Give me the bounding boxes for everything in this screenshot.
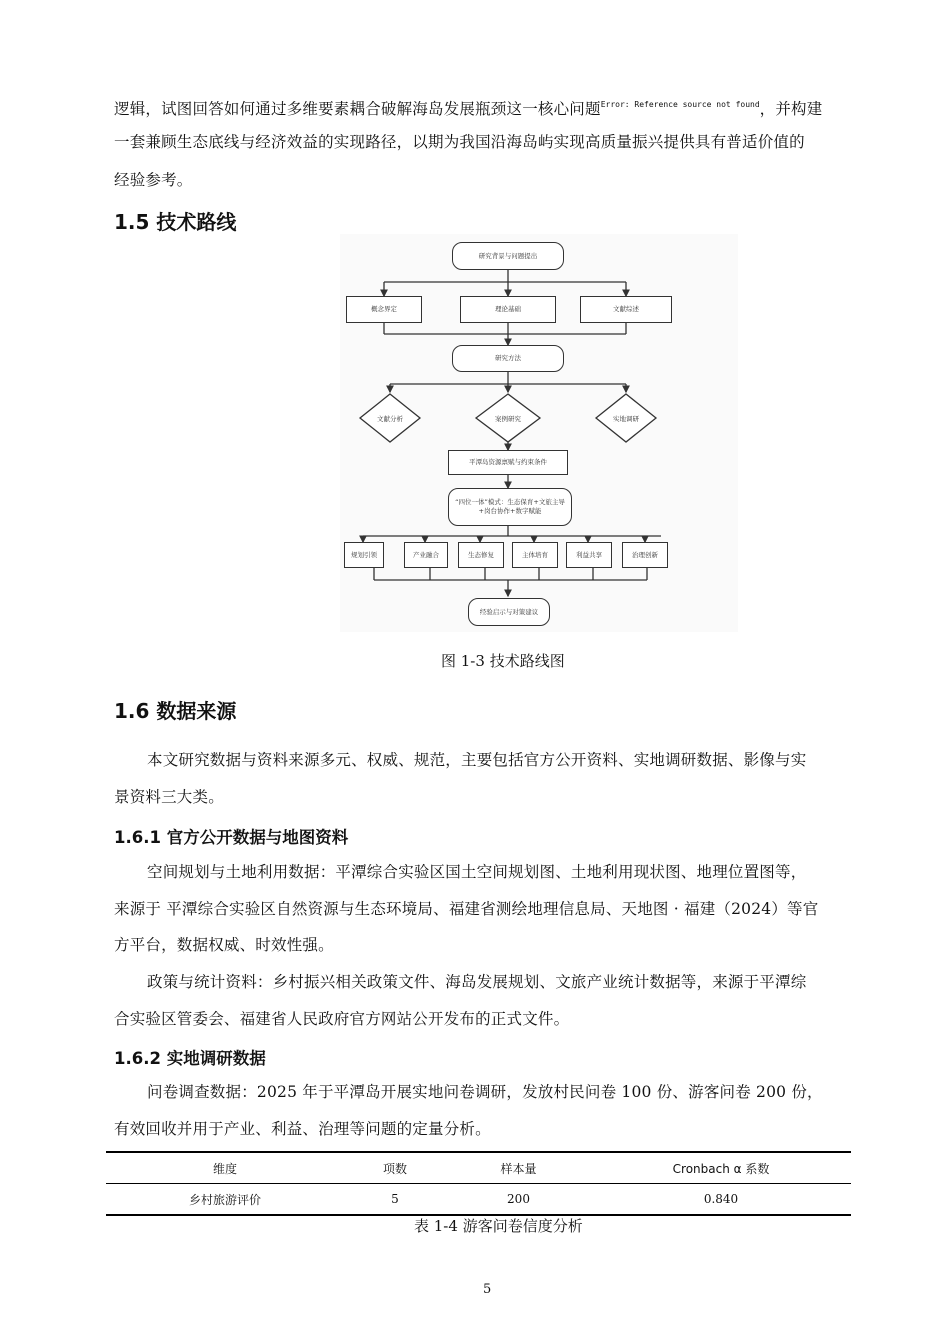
intro-line-1-end: ，并构建 — [759, 100, 823, 118]
section-heading-1-5: 1.5 技术路线 — [114, 210, 237, 234]
section-heading-1-6-2: 1.6.2 实地调研数据 — [114, 1049, 266, 1068]
flow-diamond-case-study: 案例研究 — [495, 415, 521, 423]
flow-diamond-field-survey: 实地调研 — [613, 415, 639, 423]
flow-node-background: 研究背景与问题提出 — [452, 242, 564, 270]
table-cell-cronbach: 0.840 — [703, 1192, 739, 1206]
reference-error: Error: Reference source not found — [600, 100, 760, 109]
section-heading-1-6-1: 1.6.1 官方公开数据与地图资料 — [114, 828, 349, 847]
section-1-6-2-para-line-2: 有效回收并用于产业、利益、治理等问题的定量分析。 — [114, 1120, 491, 1138]
table-header-row — [106, 1152, 851, 1184]
table-cell-items: 5 — [391, 1192, 399, 1206]
table-header-sample: 样本量 — [500, 1161, 537, 1176]
flow-node-conclusion: 经验启示与对策建议 — [468, 598, 550, 626]
intro-line-1-text: 逻辑，试图回答如何通过多维要素耦合破解海岛发展瓶颈这一核心问题 — [114, 100, 601, 118]
flow-node-model: “四位一体”模式：生态保育+文旅主导+岗台协作+数字赋能 — [448, 488, 572, 526]
reliability-table — [106, 1151, 851, 1216]
section-heading-1-6: 1.6 数据来源 — [114, 699, 237, 723]
section-1-6-2-para-line-1: 问卷调查数据：2025 年于平潭岛开展实地问卷调研，发放村民问卷 100 份、游客问卷 200 份， — [147, 1083, 823, 1101]
section-1-6-1-para1-line-3: 方平台，数据权威、时效性强。 — [114, 936, 334, 954]
table-header-items: 项数 — [382, 1161, 407, 1176]
table-cell-sample: 200 — [507, 1192, 530, 1206]
flow-node-method: 研究方法 — [452, 345, 564, 372]
section-1-6-1-para1-line-2: 来源于 平潭综合实验区自然资源与生态环境局、福建省测绘地理信息局、天地图 · 福建（2024）等官 — [114, 900, 819, 918]
table-header-cronbach: Cronbach α 系数 — [672, 1161, 770, 1176]
technical-route-flowchart — [340, 234, 738, 632]
figure-caption: 图 1-3 技术路线图 — [441, 652, 565, 670]
intro-line-2: 一套兼顾生态底线与经济效益的实现路径，以期为我国沿海岛屿实现高质量振兴提供具有普适价值的 — [114, 133, 805, 151]
flow-node-ecology: 生态修复 — [458, 542, 504, 568]
page-number: 5 — [483, 1282, 492, 1297]
flow-node-resource: 平潭岛资源禀赋与约束条件 — [448, 450, 568, 475]
flow-node-planning: 规划引领 — [344, 542, 384, 568]
section-1-6-1-para1-line-1: 空间规划与土地利用数据：平潭综合实验区国土空间规划图、土地利用现状图、地理位置图等， — [147, 863, 807, 881]
table-caption: 表 1-4 游客问卷信度分析 — [414, 1217, 583, 1235]
section-1-6-1-para2-line-1: 政策与统计资料：乡村振兴相关政策文件、海岛发展规划、文旅产业统计数据等，来源于平潭综 — [147, 973, 807, 991]
table-cell-dimension: 乡村旅游评价 — [188, 1192, 261, 1207]
flow-node-literature: 文献综述 — [580, 296, 672, 323]
flow-node-governance: 治理创新 — [622, 542, 668, 568]
flow-node-subject: 主体培育 — [512, 542, 558, 568]
flow-node-industry: 产业融合 — [404, 542, 448, 568]
intro-line-3: 经验参考。 — [114, 171, 193, 189]
flow-diamond-literature-analysis: 文献分析 — [377, 415, 403, 423]
flow-node-theory: 理论基础 — [460, 296, 556, 323]
section-1-6-para-line-2: 景资料三大类。 — [114, 788, 224, 806]
section-1-6-para-line-1: 本文研究数据与资料来源多元、权威、规范，主要包括官方公开资料、实地调研数据、影像与实 — [147, 751, 807, 769]
table-row — [106, 1184, 851, 1216]
section-1-6-1-para2-line-2: 合实验区管委会、福建省人民政府官方网站公开发布的正式文件。 — [114, 1010, 570, 1028]
intro-line-1 — [114, 95, 822, 119]
flow-node-concept: 概念界定 — [346, 296, 422, 323]
table-header-dimension: 维度 — [212, 1161, 237, 1176]
flow-node-benefit: 利益共享 — [566, 542, 612, 568]
flowchart-connectors — [340, 234, 738, 632]
